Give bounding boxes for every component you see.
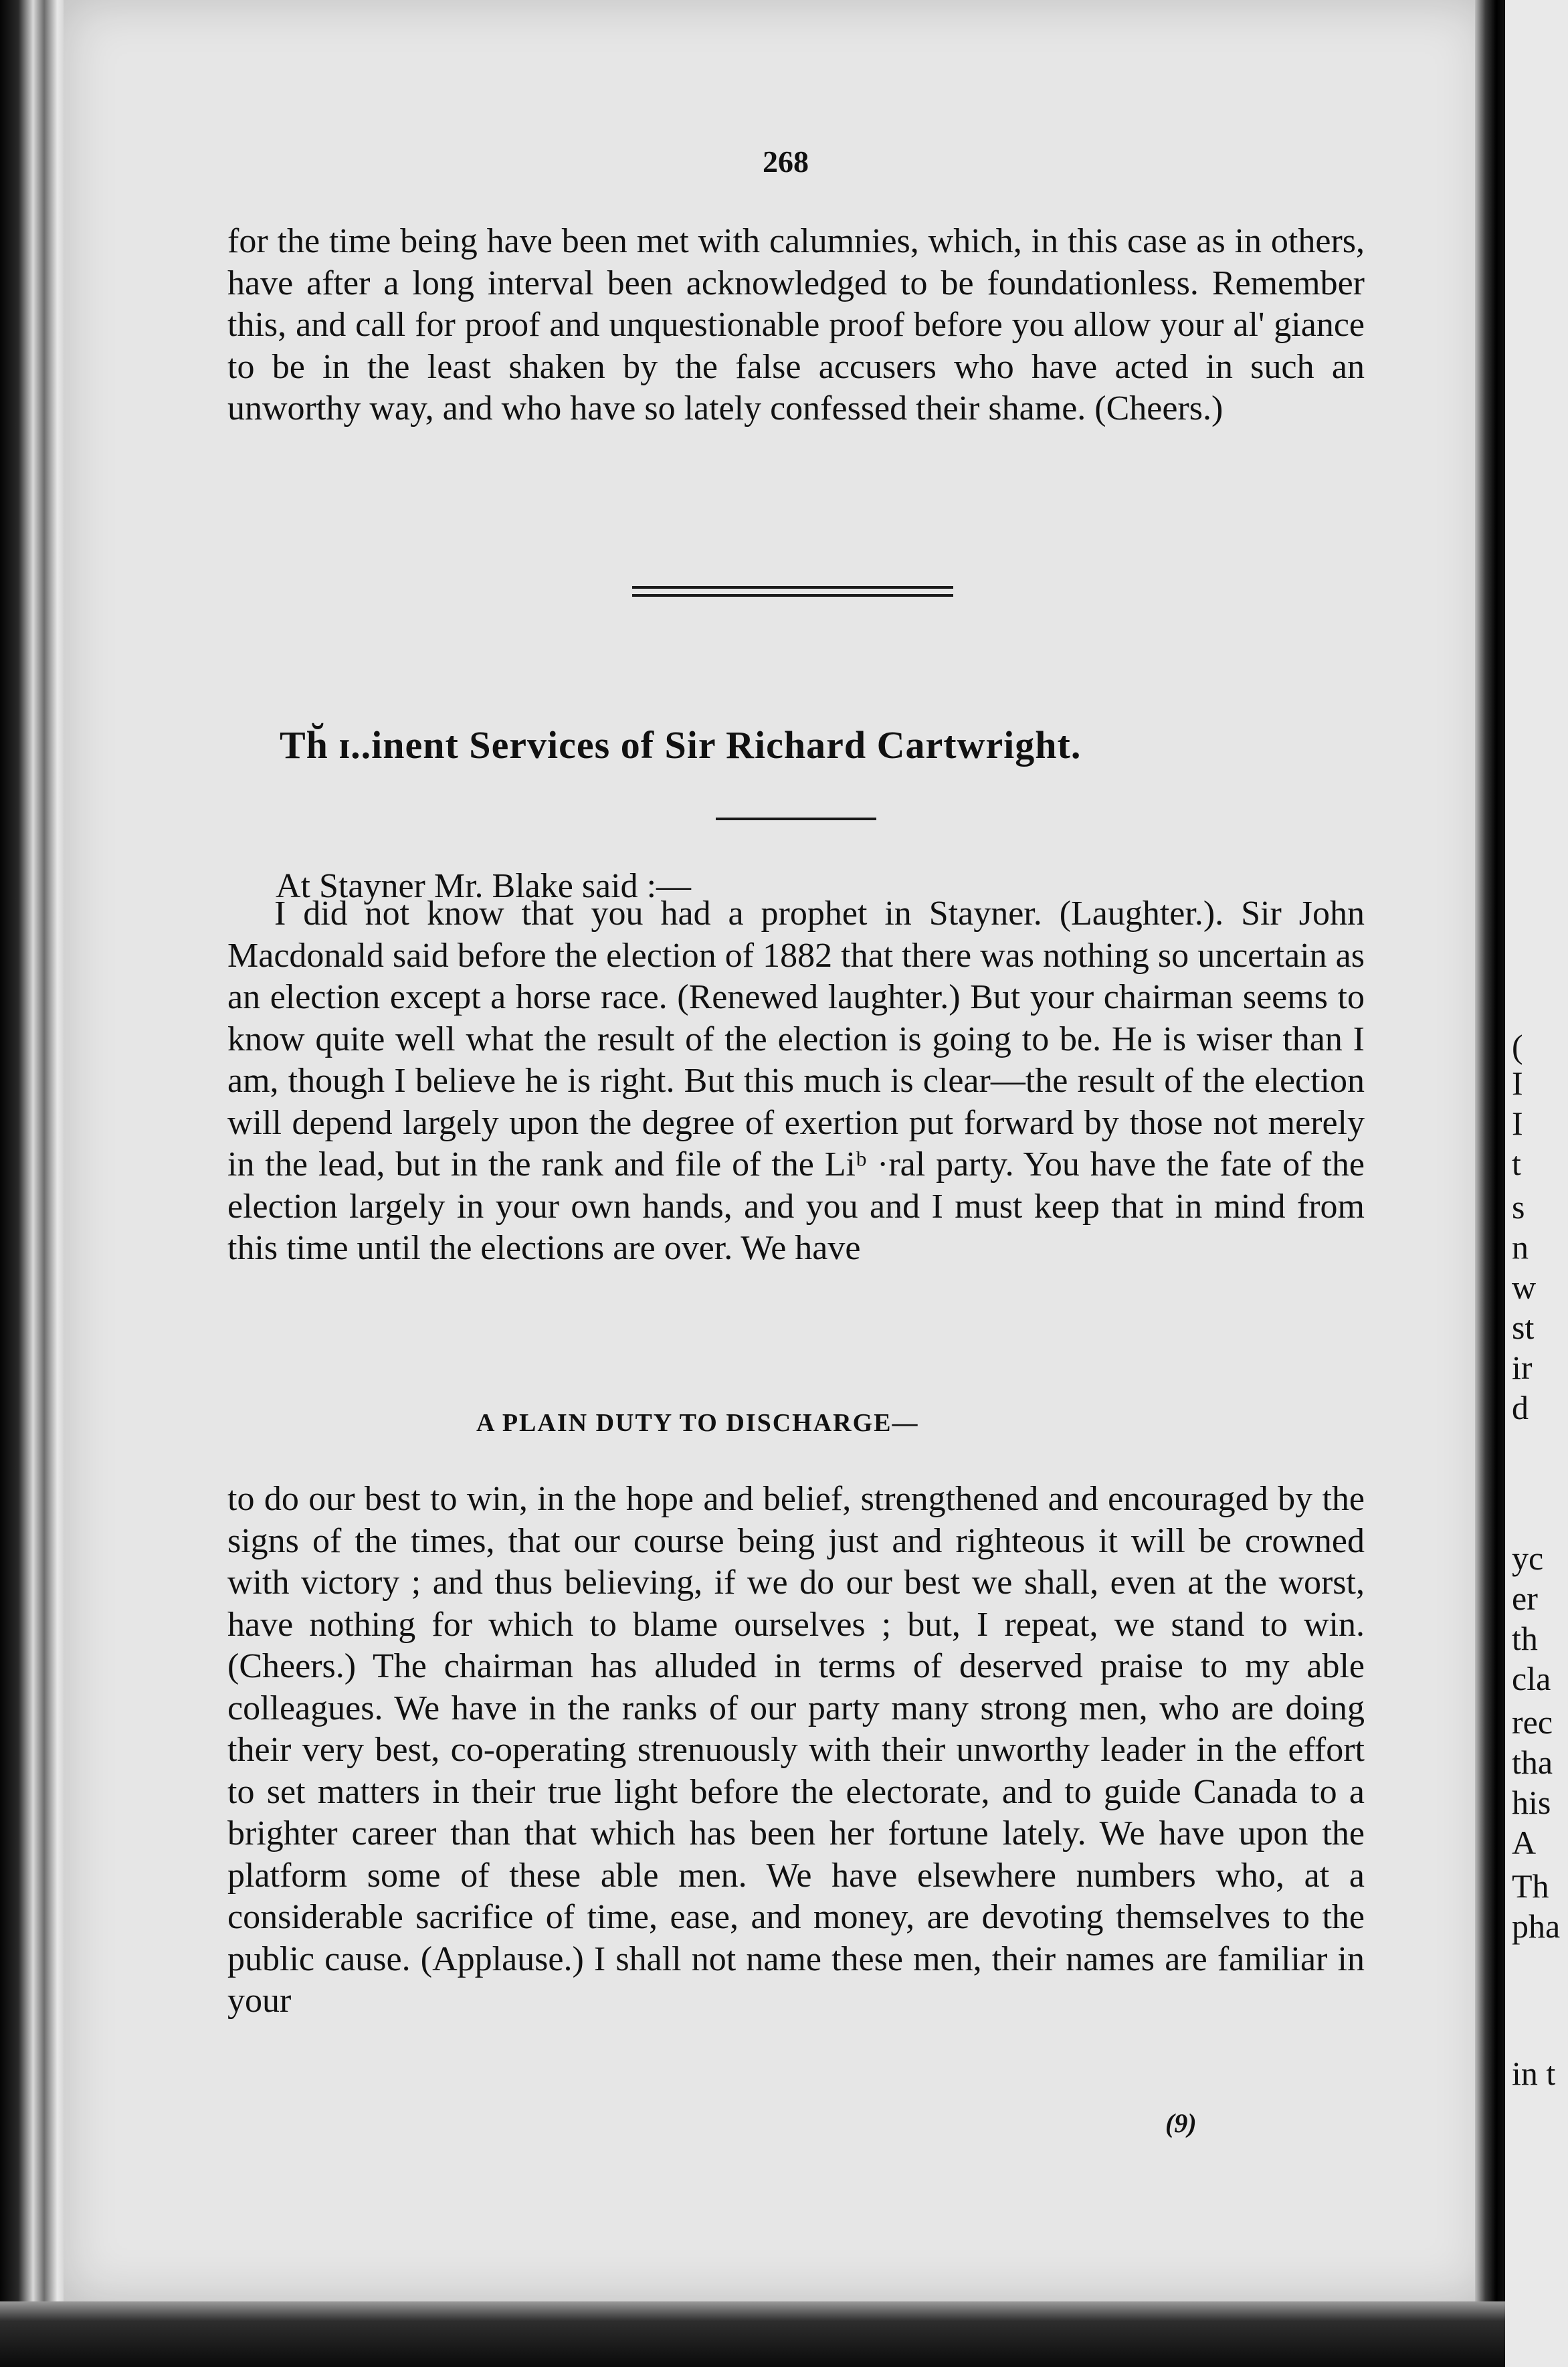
next-page-fragment: d bbox=[1512, 1389, 1529, 1426]
paragraph-continued-text: to do our best to win, in the hope and belief, strengthened and encouraged by the signs of the times, that our course being just and righteous it will be crowned with victory ; and thus believing, if we do our best we shall, even at the worst, have nothing for which to blame ourselves ; but, I repeat, we stand to win. (Cheers.) The chairman has alluded in terms of deserved praise to my able colleagues. We have in the ranks of our party many strong men, who are doing their very best, co-operating strenuously with their unworthy leader in the effort to set matters in their true light before the electorate, and to guide Canada to a brighter career than that which has been her fortune lately. We have upon the platform some of these able men. We have elsewhere numbers who, at a considerable sacrifice of time, ease, and money, are devoting themselves to the public cause. (Applause.) I shall not name these men, their names are familiar in your bbox=[227, 1480, 1365, 2020]
next-page-fragment: w bbox=[1512, 1268, 1537, 1306]
next-page-fragment: pha bbox=[1512, 1907, 1561, 1945]
next-page-fragment: t bbox=[1512, 1145, 1521, 1182]
page-gutter-shadow bbox=[1475, 0, 1505, 2367]
next-page-fragment: in t bbox=[1512, 2055, 1556, 2092]
next-page-fragment: rec bbox=[1512, 1703, 1553, 1741]
section-heading: Th̆ ɪ..inent Services of Sir Richard Cartwright. bbox=[280, 723, 1082, 767]
next-page-fragment: A bbox=[1512, 1824, 1537, 1861]
next-page-fragment: Th bbox=[1512, 1867, 1549, 1905]
paragraph-main-text: I did not know that you had a prophet in Stayner. (Laughter.). Sir John Macdonald said before the election of 1882 that there was nothing so uncertain as an election except a horse race. (Renewed laughter.) But your chairman seems to know quite well what the result of the election is going to be. He is wiser than I am, though I believe he is right. But this much is clear—the result of the election will depend largely upon the degree of exertion put forward by those not merely in the lead, but in the rank and file of the Liᵇ ·ral party. You have the fate of the election largely in your own hands, and you and I must keep that in mind from this time until the elections are over. We have bbox=[227, 894, 1365, 1267]
heading-underline-rule bbox=[716, 818, 876, 820]
next-page-sliver bbox=[1505, 0, 1568, 2367]
page-number: 268 bbox=[763, 145, 809, 179]
signature-mark: (9) bbox=[1165, 2108, 1197, 2138]
page-bottom-edge bbox=[0, 2301, 1505, 2367]
next-page-fragment: his bbox=[1512, 1784, 1551, 1821]
paragraph-continued bbox=[227, 1479, 1365, 2022]
next-page-fragment: yc bbox=[1512, 1539, 1544, 1577]
next-page-fragment: th bbox=[1512, 1620, 1538, 1657]
next-page-fragment: cla bbox=[1512, 1660, 1551, 1697]
next-page-fragment: I bbox=[1512, 1105, 1523, 1142]
next-page-fragment: ir bbox=[1512, 1349, 1533, 1386]
book-binding-edge bbox=[0, 0, 74, 2367]
section-divider-double-rule bbox=[632, 586, 953, 597]
next-page-fragment: tha bbox=[1512, 1743, 1553, 1781]
subheading: A PLAIN DUTY TO DISCHARGE— bbox=[476, 1409, 919, 1437]
next-page-fragment: s bbox=[1512, 1188, 1525, 1226]
next-page-fragment: I bbox=[1512, 1064, 1523, 1102]
paragraph-top-text: for the time being have been met with calumnies, which, in this case as in others, have after a long interval been acknowledged to be foundationless. Remember this, and call for proof and unquestionable proof before you allow your al' giance to be in the least shaken by the false accusers who have acted in such an unworthy way, and who have so lately confessed their shame. (Cheers.) bbox=[227, 222, 1365, 428]
paragraph-top bbox=[227, 221, 1365, 430]
next-page-fragment: st bbox=[1512, 1309, 1535, 1346]
next-page-fragment: n bbox=[1512, 1228, 1529, 1266]
next-page-fragment: ( bbox=[1512, 1028, 1523, 1065]
next-page-fragment: er bbox=[1512, 1580, 1538, 1617]
speech-intro: At Stayner Mr. Blake said :— bbox=[276, 867, 692, 905]
paragraph-main bbox=[227, 893, 1365, 1270]
